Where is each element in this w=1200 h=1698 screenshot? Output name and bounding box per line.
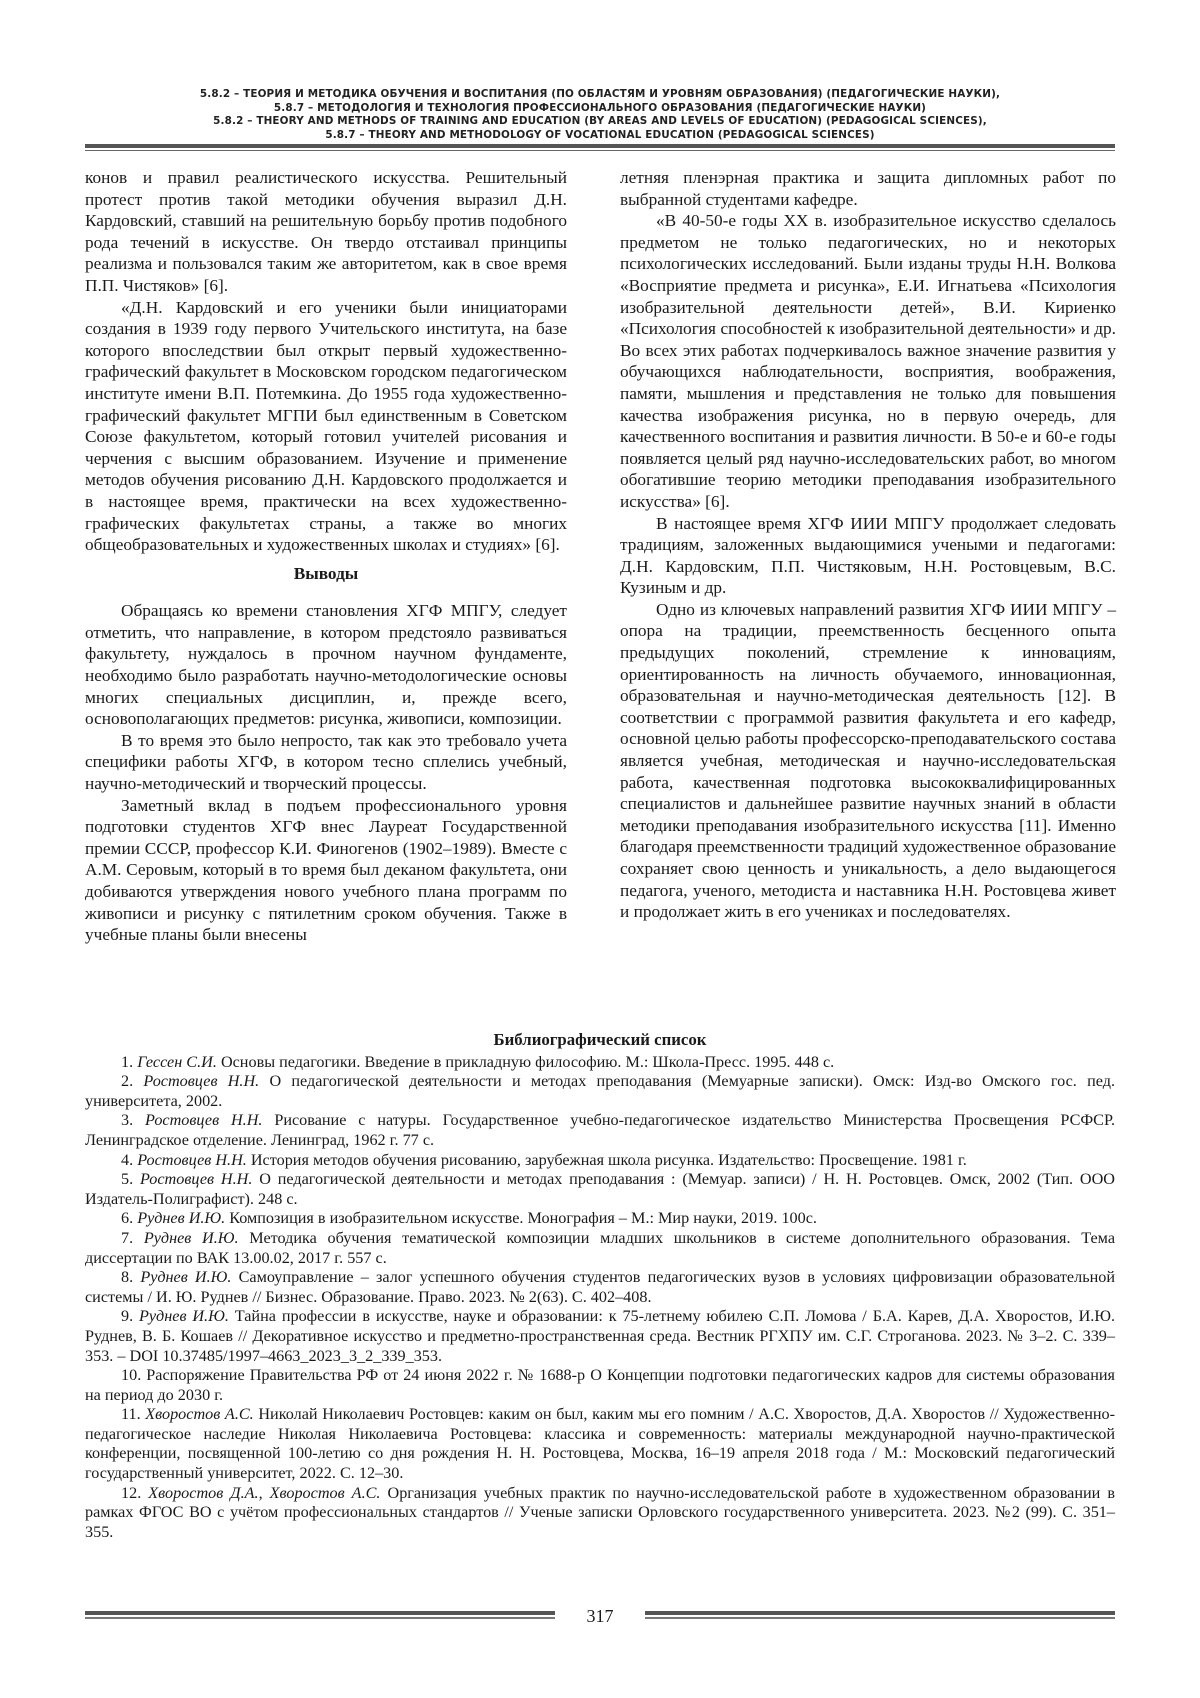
bibliography-title: Библиографический список [493, 1030, 707, 1049]
reference-author: Ростовцев Н.Н. [139, 1170, 253, 1189]
reference-item [85, 1170, 1115, 1209]
reference-number: 9. [121, 1307, 140, 1326]
reference-item [85, 1111, 1115, 1150]
reference-number: 6. [121, 1209, 138, 1228]
left-column [85, 167, 567, 946]
reference-item [85, 1366, 1115, 1405]
page-number: 317 [586, 1606, 614, 1626]
reference-number: 1. [121, 1052, 138, 1071]
reference-author: Хворостов А.С. [145, 1405, 254, 1424]
reference-number: 4. [121, 1150, 138, 1169]
paragraph: В то время это было непросто, так как это требовало учета специфики работы ХГФ, в котором тесно сплелись учебный, научно-методический и творческий процессы. [85, 730, 567, 794]
header-rule [85, 144, 1115, 151]
reference-item [85, 1209, 1115, 1229]
reference-number: 10. [121, 1366, 147, 1385]
reference-item [85, 1072, 1115, 1111]
reference-author: Руднев И.Ю. [139, 1307, 229, 1326]
reference-text: О педагогической деятельности и методах преподавания : (Мемуар. записи) / Н. Н. Ростовцев. Омск, 2002 (Тип. ООО Издатель-Полиграфист). 248 с. [85, 1170, 1115, 1208]
reference-text: Рисование с натуры. Государственное учебно-педагогическое издательство Министерства Просвещения РСФСР. Ленинградское отделение. Ленинград, 1962 г. 77 с. [85, 1111, 1116, 1149]
paragraph: Обращаясь ко времени становления ХГФ МПГУ, следует отметить, что направление, в котором предстояло развиваться факультету, нуждалось в прочном научном фундаменте, необходимо было разработать научно-методологические основы многих специальных дисциплин, и, прежде всего, основополагающих предметов: рисунка, живописи, композиции. [85, 601, 567, 729]
reference-text: О педагогической деятельности и методах преподавания (Мемуарные записки). Омск: Изд-во Омского гос. пед. университета, 2002. [85, 1072, 1116, 1110]
page-footer [85, 1605, 1115, 1627]
paragraph: «В 40-50-е годы ХХ в. изобразительное искусство сделалось предметом не только педагогических, но и некоторых психологических исследований. Были изданы труды Н.Н. Волкова «Восприятие предмета и рисунка», Е.И. Игнатьева «Психология изобразительной деятельности детей», В.И. Кириенко «Психология способностей к изобразительной деятельности» и др. Во всех этих работах подчеркивалось важное значение развития у обучающихся наблюдательности, восприятия, воображения, памяти, мышления и представления не только для повышения качества изображения рисунка, но в первую очередь, для качественного воспитания и развития личности. В 50-е и 60-е годы появляется целый ряд научно-исследовательских работ, во многом обогатившие теорию методики преподавания изобразительного искусства» [6]. [620, 211, 1116, 511]
reference-text: Основы педагогики. Введение в прикладную философию. М.: Школа-Пресс. 1995. 448 с. [216, 1052, 835, 1071]
reference-author: Руднев И.Ю. [137, 1209, 226, 1228]
paragraph: Заметный вклад в подъем профессионального уровня подготовки студентов ХГФ внес Лауреат Государственной премии СССР, профессор К.И. Финогенов (1902–1989). Вместе с А.М. Серовым, который в то время был деканом факультета, они добиваются утверждения нового учебного плана программ по живописи и рисунку с пятилетним сроком обучения. Также в учебные планы были внесены [85, 795, 567, 945]
reference-number: 11. [121, 1405, 146, 1424]
reference-author: Руднев И.Ю. [140, 1268, 232, 1287]
reference-number: 8. [121, 1268, 141, 1287]
reference-item [85, 1229, 1115, 1268]
reference-text: Композиция в изобразительном искусстве. Монография – М.: Мир науки, 2019. 100с. [225, 1209, 817, 1228]
reference-author: Хворостов Д.А., Хворостов А.С. [148, 1483, 381, 1502]
running-header [85, 88, 1115, 142]
reference-item [85, 1405, 1115, 1483]
section-heading-conclusions: Выводы [293, 563, 359, 583]
reference-number: 3. [121, 1111, 146, 1130]
header-line-2: 5.8.7 – МЕТОДОЛОГИЯ И ТЕХНОЛОГИЯ ПРОФЕССИОНАЛЬНОГО ОБРАЗОВАНИЯ (ПЕДАГОГИЧЕСКИЕ НАУКИ) [273, 101, 927, 114]
reference-text: Тайна профессии в искусстве, науке и образовании: к 75-летнему юбилею С.П. Ломова / Б.А. Карев, Д.А. Хворостов, И.Ю. Руднев, В. Б. Кошаев // Декоративное искусство и предметно-пространственная среда. Вестник РГХПУ им. С.Г. Строганова. 2023. № 3–2. С. 339–353. – DOI 10.37485/1997–4663_2023_3_2_339_353. [85, 1307, 1116, 1365]
header-line-3: 5.8.2 – THEORY AND METHODS OF TRAINING AND EDUCATION (BY AREAS AND LEVELS OF EDUCATION) (PEDAGOGICAL SCIENCES), [213, 115, 987, 128]
reference-author: Руднев И.Ю. [143, 1228, 239, 1247]
reference-item [85, 1484, 1115, 1543]
reference-text: Методика обучения тематической композиции младших школьников в системе дополнительного образования. Тема диссертации по ВАК 13.00.02, 2017 г. 557 с. [85, 1228, 1115, 1267]
bibliography [85, 1030, 1115, 1542]
reference-number: 5. [121, 1170, 140, 1189]
reference-item [85, 1268, 1115, 1307]
reference-author: Гессен С.И. [137, 1052, 217, 1071]
reference-number: 12. [121, 1483, 149, 1502]
reference-item [85, 1053, 1115, 1073]
header-line-4: 5.8.7 – THEORY AND METHODOLOGY OF VOCATIONAL EDUCATION (PEDAGOGICAL SCIENCES) [325, 128, 875, 141]
reference-text: Самоуправление – залог успешного обучения студентов педагогических вузов в условиях цифровизации образовательной системы / И. Ю. Руднев // Бизнес. Образование. Право. 2023. № 2(63). С. 402–408. [85, 1268, 1115, 1306]
reference-text: Распоряжение Правительства РФ от 24 июня 2022 г. № 1688-р О Концепции подготовки педагогических кадров для системы образования на период до 2030 г. [85, 1366, 1115, 1404]
reference-list [85, 1053, 1115, 1543]
reference-item [85, 1307, 1115, 1366]
reference-text: История методов обучения рисованию, зарубежная школа рисунка. Издательство: Просвещение. 1981 г. [246, 1150, 967, 1169]
header-line-1: 5.8.2 – ТЕОРИЯ И МЕТОДИКА ОБУЧЕНИЯ И ВОСПИТАНИЯ (ПО ОБЛАСТЯМ И УРОВНЯМ ОБРАЗОВАНИЯ) (ПЕДАГОГИЧЕСКИЕ НАУКИ), [199, 88, 1001, 100]
reference-author: Ростовцев Н.Н. [137, 1150, 247, 1169]
paragraph: «Д.Н. Кардовский и его ученики были инициаторами создания в 1939 году первого Учительского института, на базе которого впоследствии был открыт первый художественно-графический факультет в Московском городском педагогическом институте имени В.П. Потемкина. До 1955 года художественно-графический факультет МГПИ был единственным в Советском Союзе факультетом, который готовил учителей рисования и черчения с высшим образованием. Изучение и применение методов обучения рисованию Д.Н. Кардовского продолжается и в настоящее время, практически на всех художественно-графических факультетах страны, а также во многих общеобразовательных и художественных школах и студиях» [6]. [85, 297, 567, 555]
reference-number: 7. [121, 1228, 144, 1247]
reference-text: Николай Николаевич Ростовцев: каким он был, каким мы его помним / А.С. Хворостов, Д.А. Хворостов // Художественно-педагогическое наследие Николая Николаевича Ростовцева: классика и современность: материалы международной научно-практической конференции, посвященной 100-летию со дня рождения Н. Н. Ростовцева, Москва, 16–19 апреля 2018 года / М.: Московский педагогический государственный университет, 2022. С. 12–30. [85, 1405, 1116, 1483]
reference-text: Организация учебных практик по научно-исследовательской работе в художественном образовании в рамках ФГОС ВО с учётом профессиональных стандартов // Ученые записки Орловского государственного университета. 2023. №2 (99). С. 351–355. [85, 1483, 1116, 1541]
reference-author: Ростовцев Н.Н. [145, 1111, 263, 1130]
reference-item [85, 1151, 1115, 1171]
reference-number: 2. [121, 1072, 144, 1091]
right-column [620, 167, 1116, 923]
paragraph: летняя пленэрная практика и защита дипломных работ по выбранной студентами кафедре. [620, 168, 1116, 209]
paragraph: В настоящее время ХГФ ИИИ МПГУ продолжает следовать традициям, заложенных выдающимися учеными и педагогами: Д.Н. Кардовским, П.П. Чистяковым, Н.Н. Ростовцевым, В.С. Кузиным и др. [620, 513, 1116, 598]
paragraph: конов и правил реалистического искусства. Решительный протест против такой методики обучения выразил Д.Н. Кардовский, ставший на решительную борьбу против подобного рода течений в искусстве. Он твердо отстаивал принципы реализма и пользовался таким же авторитетом, как в свое время П.П. Чистяков» [6]. [85, 168, 567, 295]
reference-author: Ростовцев Н.Н. [143, 1072, 260, 1091]
paragraph: Одно из ключевых направлений развития ХГФ ИИИ МПГУ – опора на традиции, преемственность бесценного опыта предыдущих поколений, стремление к инновациям, ориентированность на личность обучаемого, инновационная, образовательная и научно-методическая деятельность [12]. В соответствии с программой развития факультета и его кафедр, основной целью работы профессорско-преподавательского состава является учебная, методическая и научно-исследовательская работа, качественная подготовка высококвалифицированных специалистов и дальнейшее развитие научных знаний в области методики преподавания изобразительного искусства [11]. Именно благодаря преемственности традиций художественное образование сохраняет свою ценность и уникальность, а дело выдающегося педагога, ученого, методиста и наставника Н.Н. Ростовцева живет и продолжает жить в его учениках и последователях. [620, 599, 1116, 922]
